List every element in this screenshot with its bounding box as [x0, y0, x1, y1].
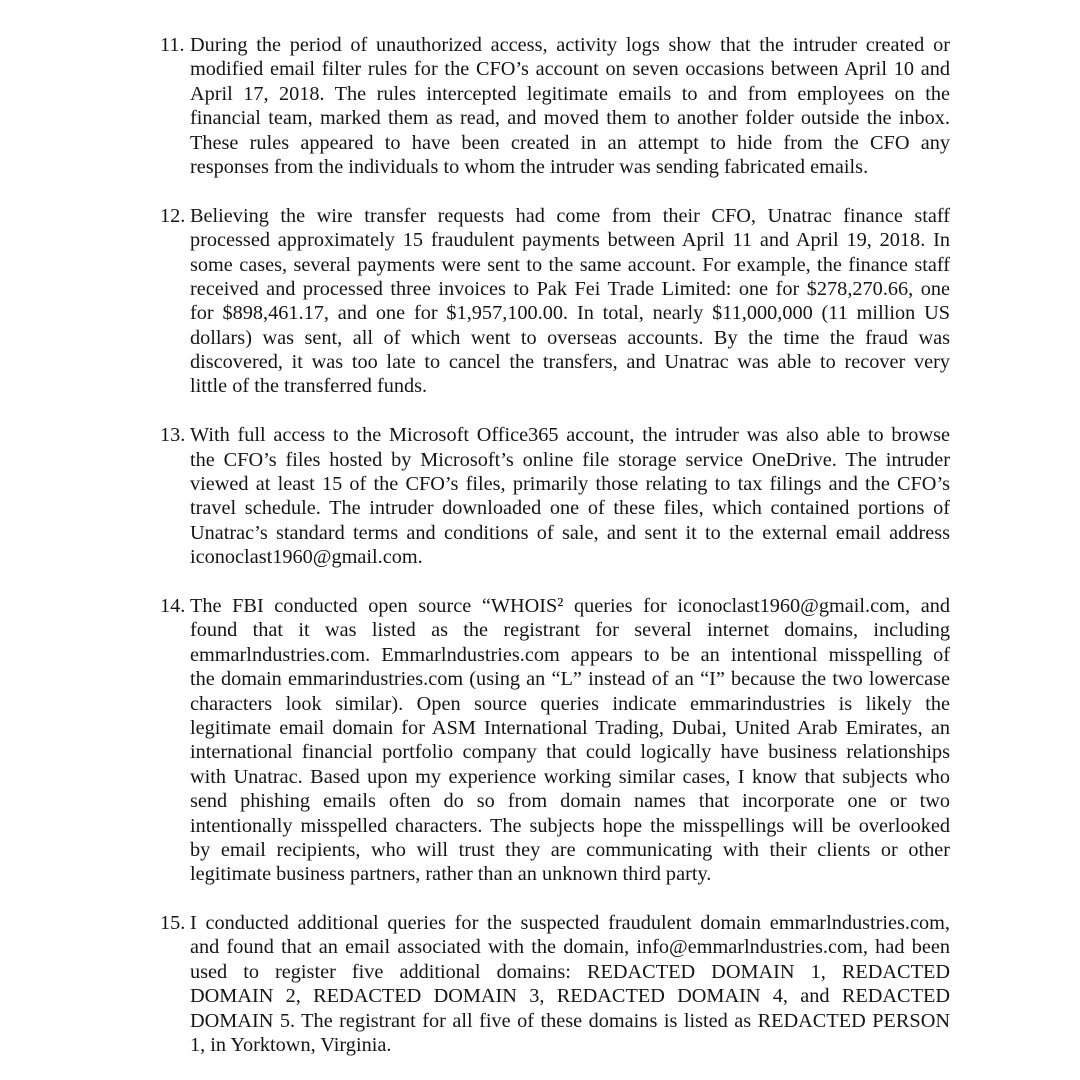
text-line: April 17, 2018. The rules intercepted legitimate emails to and from employees on the — [190, 82, 950, 105]
text-line: DOMAIN 5. The registrant for all five of these domains is listed as REDACTED PERSON — [190, 1009, 950, 1032]
text-line: intentionally misspelled characters. The subjects hope the misspellings will be overlooked — [190, 814, 950, 837]
text-line: travel schedule. The intruder downloaded one of these files, which contained portions of — [190, 497, 950, 520]
text-line: The FBI conducted open source “WHOIS² queries for iconoclast1960@gmail.com, and — [190, 594, 950, 617]
text-line: Unatrac’s standard terms and conditions of sale, and sent it to the external email address — [190, 521, 950, 544]
paragraph-text — [190, 594, 950, 887]
paragraph-number: 12. — [160, 204, 186, 227]
document-body — [160, 33, 955, 1057]
text-line: used to register five additional domains: REDACTED DOMAIN 1, REDACTED — [190, 960, 950, 983]
text-line: DOMAIN 2, REDACTED DOMAIN 3, REDACTED DOMAIN 4, and REDACTED — [190, 985, 950, 1008]
text-line: legitimate business partners, rather than an unknown third party. — [190, 863, 712, 886]
paragraph-text — [190, 204, 950, 399]
text-line: received and processed three invoices to Pak Fei Trade Limited: one for $278,270.66, one — [190, 277, 950, 300]
text-line: I conducted additional queries for the suspected fraudulent domain emmarlndustries.com, — [190, 912, 950, 935]
text-line: emmarlndustries.com. Emmarlndustries.com appears to be an intentional misspelling of — [190, 643, 950, 666]
text-line: modified email filter rules for the CFO’s account on seven occasions between April 10 and — [190, 58, 950, 81]
text-line: and found that an email associated with the domain, info@emmarlndustries.com, had been — [190, 936, 950, 959]
text-line: some cases, several payments were sent to the same account. For example, the finance staff — [190, 253, 950, 276]
text-line: processed approximately 15 fraudulent payments between April 11 and April 19, 2018. In — [190, 229, 950, 252]
text-line: by email recipients, who will trust they are communicating with their clients or other — [190, 838, 950, 861]
text-line: send phishing emails often do so from domain names that incorporate one or two — [190, 790, 950, 813]
paragraph-number: 14. — [160, 594, 186, 617]
text-line: little of the transferred funds. — [190, 375, 428, 398]
paragraph-text — [190, 423, 950, 569]
text-line: responses from the individuals to whom the intruder was sending fabricated emails. — [190, 155, 869, 178]
paragraph-13 — [160, 423, 955, 569]
text-line: With full access to the Microsoft Office365 account, the intruder was also able to browse — [190, 424, 950, 447]
text-line: viewed at least 15 of the CFO’s files, primarily those relating to tax filings and the CFO’s — [190, 473, 950, 496]
text-line: During the period of unauthorized access, activity logs show that the intruder created or — [190, 34, 950, 56]
text-line: characters look similar). Open source queries indicate emmarindustries is likely the — [190, 692, 950, 715]
paragraph-number: 15. — [160, 912, 186, 935]
paragraph-text — [190, 33, 950, 179]
text-line: the domain emmarindustries.com (using an “L” instead of an “I” because the two lowercase — [190, 668, 950, 691]
text-line: 1, in Yorktown, Virginia. — [190, 1034, 392, 1057]
text-line: found that it was listed as the registrant for several internet domains, including — [190, 619, 950, 642]
text-line: for $898,461.17, and one for $1,957,100.00. In total, nearly $11,000,000 (11 million US — [190, 302, 950, 325]
text-line: financial team, marked them as read, and moved them to another folder outside the inbox. — [190, 107, 950, 130]
text-line: These rules appeared to have been created in an attempt to hide from the CFO any — [190, 131, 950, 154]
text-line: discovered, it was too late to cancel the transfers, and Unatrac was able to recover very — [190, 351, 950, 374]
text-line: the CFO’s files hosted by Microsoft’s online file storage service OneDrive. The intruder — [190, 448, 950, 471]
text-line: Believing the wire transfer requests had come from their CFO, Unatrac finance staff — [190, 204, 950, 227]
text-line: legitimate email domain for ASM International Trading, Dubai, United Arab Emirates, an — [190, 716, 950, 739]
paragraph-11 — [160, 33, 955, 179]
paragraph-15 — [160, 911, 955, 1057]
paragraph-number: 11. — [160, 34, 185, 56]
paragraph-text — [190, 911, 950, 1057]
text-line: with Unatrac. Based upon my experience working similar cases, I know that subjects who — [190, 765, 950, 788]
paragraph-number: 13. — [160, 424, 186, 447]
paragraph-12 — [160, 204, 955, 399]
text-line: international financial portfolio company that could logically have business relationships — [190, 741, 950, 764]
paragraph-14 — [160, 594, 955, 887]
text-line: iconoclast1960@gmail.com. — [190, 546, 423, 569]
text-line: dollars) was sent, all of which went to overseas accounts. By the time the fraud was — [190, 326, 950, 349]
